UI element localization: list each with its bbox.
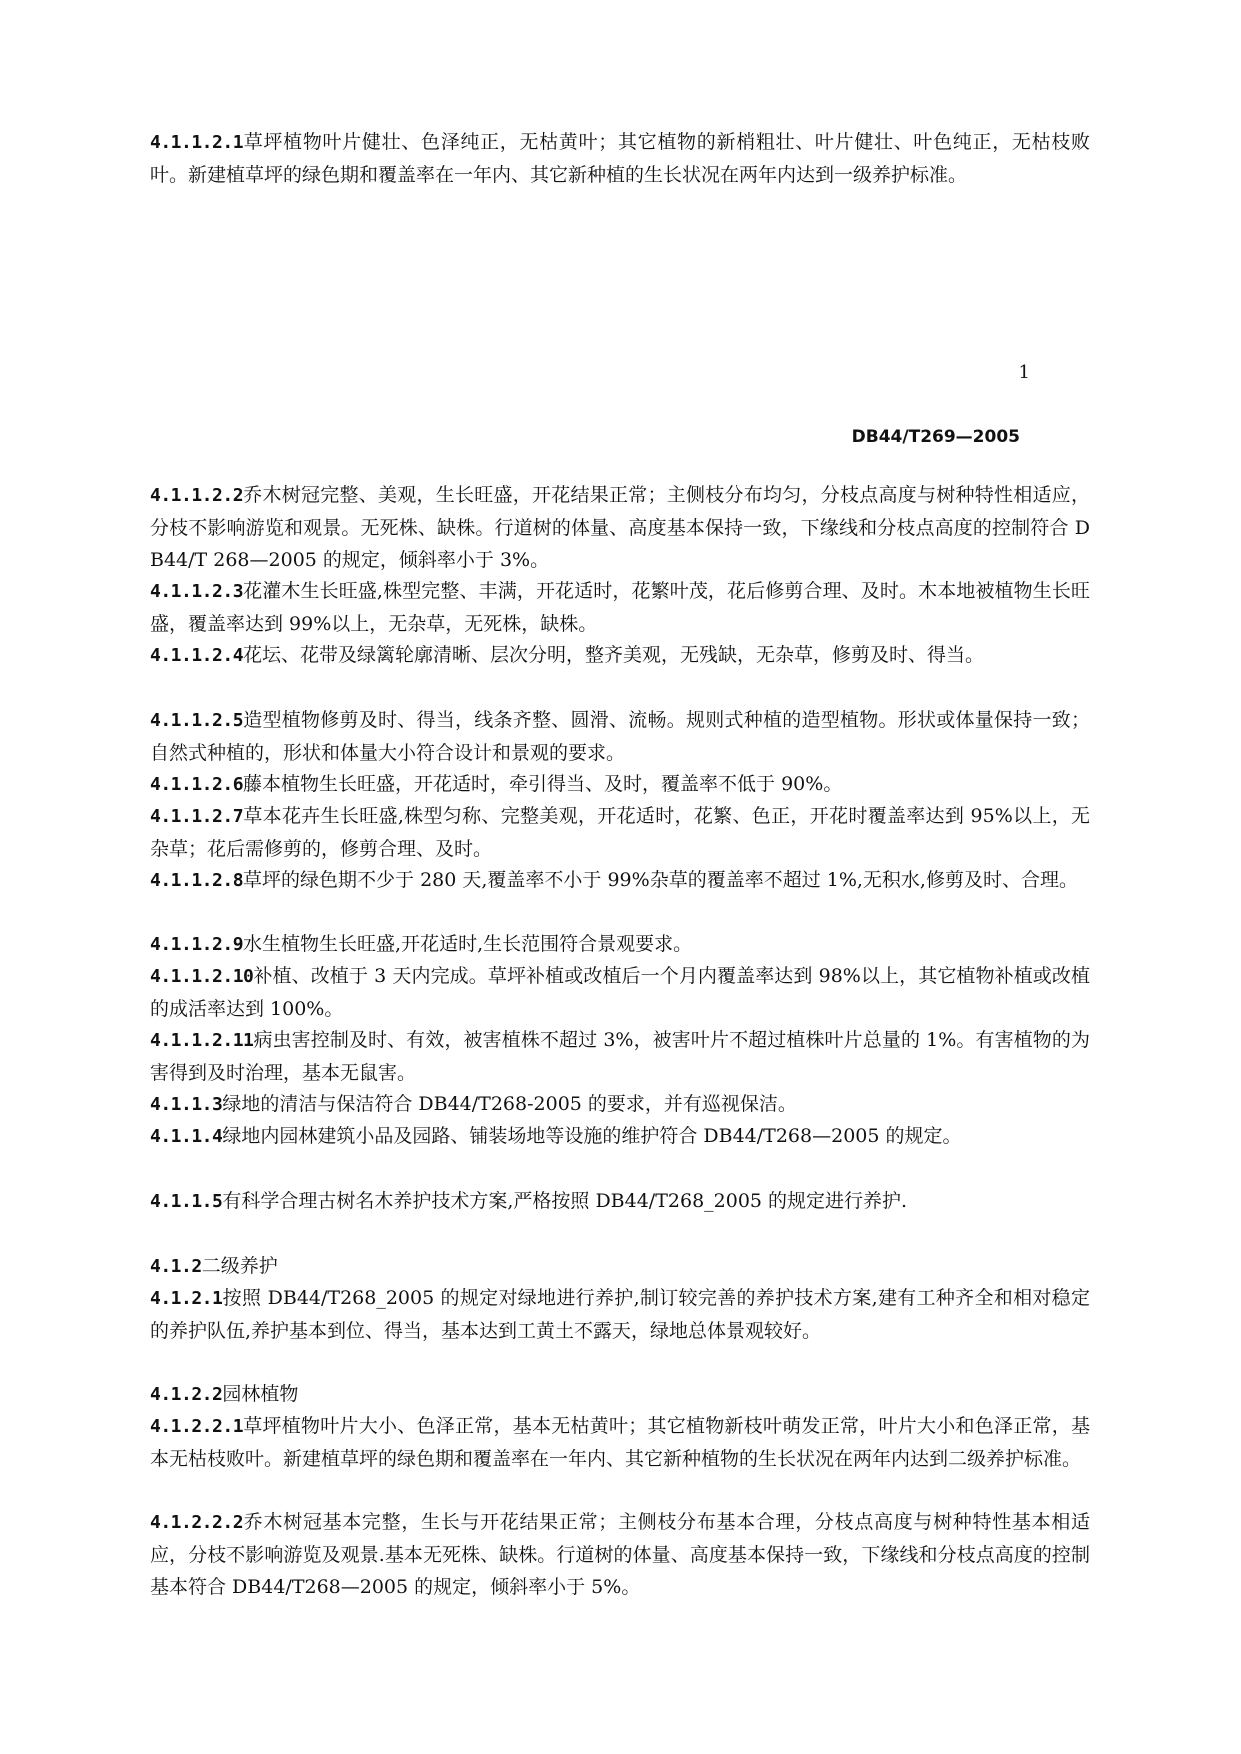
paragraph-4-1-1-2-7 <box>150 800 1090 865</box>
document-code: DB44/T269—2005 <box>851 427 1020 447</box>
clause-number: 4.1.1.2.11 <box>150 1030 254 1051</box>
clause-number: 4.1.2.2.1 <box>150 1416 244 1437</box>
clause-number: 4.1.1.2.7 <box>150 806 244 827</box>
paragraph-4-1-1-5 <box>150 1185 1090 1218</box>
paragraph-4-1-1-2-10 <box>150 960 1090 1025</box>
clause-text: 补植、改植于 3 天内完成。草坪补植或改植后一个月内覆盖率达到 98%以上，其它植物补植或改植的成活率达到 100%。 <box>150 965 1090 1020</box>
clause-text: 藤本植物生长旺盛，开花适时，牵引得当、及时，覆盖率不低于 90%。 <box>243 773 843 795</box>
clause-number: 4.1.1.2.10 <box>150 966 254 987</box>
clause-number: 4.1.1.4 <box>150 1126 223 1147</box>
clause-number: 4.1.2 <box>150 1256 202 1277</box>
clause-text: 病虫害控制及时、有效，被害植株不超过 3%，被害叶片不超过植株叶片总量的 1%。有害植物的为害得到及时治理，基本无鼠害。 <box>150 1029 1090 1084</box>
clause-number: 4.1.1.2.5 <box>150 710 244 731</box>
clause-number: 4.1.1.2.4 <box>150 645 244 666</box>
clause-number: 4.1.2.2 <box>150 1384 223 1405</box>
clause-number: 4.1.1.2.6 <box>150 774 244 795</box>
paragraph-4-1-1-2-3 <box>150 575 1090 640</box>
clause-number: 4.1.1.2.2 <box>150 485 244 506</box>
paragraph-4-1-2-2-2 <box>150 1506 1090 1603</box>
clause-number: 4.1.2.2.2 <box>150 1512 244 1533</box>
paragraph-4-1-1-3 <box>150 1088 1090 1121</box>
clause-text: 草坪植物叶片大小、色泽正常，基本无枯黄叶；其它植物新枝叶萌发正常，叶片大小和色泽正常，基本无枯枝败叶。新建植草坪的绿色期和覆盖率在一年内、其它新种植物的生长状况在两年内达到二级养护标准。 <box>150 1415 1090 1470</box>
paragraph-4-1-1-2-11 <box>150 1024 1090 1089</box>
section-title: 二级养护 <box>201 1255 278 1277</box>
clause-text: 草坪植物叶片健壮、色泽纯正，无枯黄叶；其它植物的新梢粗壮、叶片健壮、叶色纯正，无枯枝败叶。新建植草坪的绿色期和覆盖率在一年内、其它新种植的生长状况在两年内达到一级养护标准。 <box>150 131 1090 186</box>
clause-text: 花坛、花带及绿篱轮廓清晰、层次分明，整齐美观，无残缺，无杂草，修剪及时、得当。 <box>243 644 985 666</box>
clause-text: 按照 DB44/T268_2005 的规定对绿地进行养护,制订较完善的养护技术方案,建有工种齐全和相对稳定的养护队伍,养护基本到位、得当，基本达到工黄土不露天，绿地总体景观较好。 <box>150 1287 1090 1342</box>
clause-number: 4.1.2.1 <box>150 1288 223 1309</box>
clause-text: 水生植物生长旺盛,开花适时,生长范围符合景观要求。 <box>243 933 693 955</box>
paragraph-4-1-2-2-1 <box>150 1410 1090 1475</box>
clause-text: 乔木树冠基本完整，生长与开花结果正常；主侧枝分布基本合理，分枝点高度与树种特性基本相适应，分枝不影响游览及观景.基本无死株、缺株。行道树的体量、高度基本保持一致，下缘线和分枝点高度的控制基本符合 DB44/T268—2005 的规定，倾斜率小于 5%。 <box>150 1511 1090 1598</box>
clause-number: 4.1.1.5 <box>150 1191 223 1212</box>
clause-text: 造型植物修剪及时、得当，线条齐整、圆滑、流畅。规则式种植的造型植物。形状或体量保持一致；自然式种植的，形状和体量大小符合设计和景观的要求。 <box>150 709 1090 764</box>
paragraph-4-1-1-2-8 <box>150 864 1090 897</box>
clause-number: 4.1.1.2.9 <box>150 934 244 955</box>
paragraph-4-1-1-2-6 <box>150 768 1090 801</box>
paragraph-4-1-1-2-9 <box>150 928 1090 961</box>
page-number: 1 <box>1018 362 1030 383</box>
clause-number: 4.1.1.2.3 <box>150 581 244 602</box>
paragraph-4-1-1-2-4 <box>150 639 1090 672</box>
clause-text: 园林植物 <box>222 1383 299 1405</box>
paragraph-4-1-2-1 <box>150 1282 1090 1347</box>
clause-text: 草坪的绿色期不少于 280 天,覆盖率不小于 99%杂草的覆盖率不超过 1%,无积水,修剪及时、合理。 <box>243 869 1078 891</box>
paragraph-4-1-2-2 <box>150 1378 1090 1411</box>
clause-text: 草本花卉生长旺盛,株型匀称、完整美观，开花适时，花繁、色正，开花时覆盖率达到 95%以上，无杂草；花后需修剪的，修剪合理、及时。 <box>150 805 1090 860</box>
clause-text: 花灌木生长旺盛,株型完整、丰满，开花适时，花繁叶茂，花后修剪合理、及时。木本地被植物生长旺盛，覆盖率达到 99%以上，无杂草，无死株，缺株。 <box>150 580 1090 635</box>
paragraph-4-1-1-2-1 <box>150 126 1090 191</box>
paragraph-4-1-1-4 <box>150 1120 1090 1153</box>
clause-number: 4.1.1.3 <box>150 1094 223 1115</box>
section-heading-4-1-2 <box>150 1250 1090 1283</box>
clause-text: 绿地内园林建筑小品及园路、铺装场地等设施的维护符合 DB44/T268—2005 的规定。 <box>222 1125 962 1147</box>
clause-number: 4.1.1.2.8 <box>150 870 244 891</box>
clause-text: 绿地的清洁与保洁符合 DB44/T268-2005 的要求，并有巡视保洁。 <box>222 1093 797 1115</box>
clause-text: 乔木树冠完整、美观，生长旺盛，开花结果正常；主侧枝分布均匀，分枝点高度与树种特性相适应，分枝不影响游览和观景。无死株、缺株。行道树的体量、高度基本保持一致，下缘线和分枝点高度的控制符合 DB44/T 268—2005 的规定，倾斜率小于 3%。 <box>150 484 1090 571</box>
clause-number: 4.1.1.2.1 <box>150 132 244 153</box>
clause-text: 有科学合理古树名木养护技术方案,严格按照 DB44/T268_2005 的规定进行养护. <box>222 1190 908 1212</box>
paragraph-4-1-1-2-5 <box>150 704 1090 769</box>
paragraph-4-1-1-2-2 <box>150 479 1090 576</box>
